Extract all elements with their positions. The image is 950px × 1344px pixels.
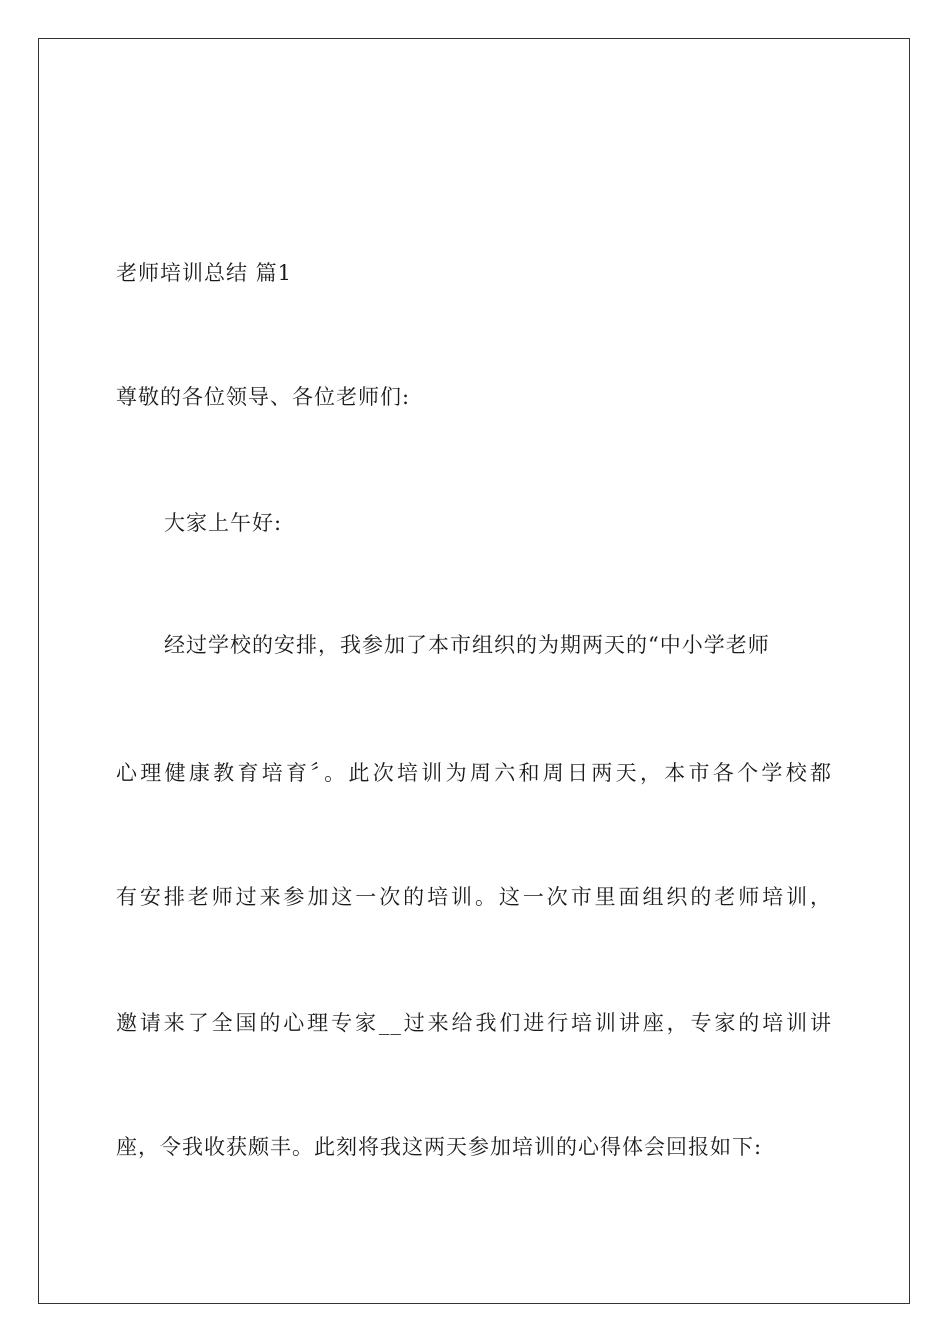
paragraph-line-1: 经过学校的安排，我参加了本市组织的为期两天的“中小学老师 (164, 633, 770, 657)
paragraph-line-3: 有安排老师过来参加这一次的培训。这一次市里面组织的老师培训， (116, 885, 832, 909)
page-border (38, 38, 910, 1304)
document-title: 老师培训总结 篇1 (116, 261, 293, 285)
paragraph-line-5: 座，令我收获颇丰。此刻将我这两天参加培训的心得体会回报如下: (116, 1135, 763, 1159)
paragraph-line-4: 邀请来了全国的心理专家__过来给我们进行培训讲座，专家的培训讲 (116, 1011, 832, 1035)
paragraph-line-2: 心理健康教育培育〞。此次培训为周六和周日两天，本市各个学校都 (116, 761, 832, 785)
greeting: 大家上午好: (164, 511, 283, 535)
salutation: 尊敬的各位领导、各位老师们: (116, 385, 411, 409)
